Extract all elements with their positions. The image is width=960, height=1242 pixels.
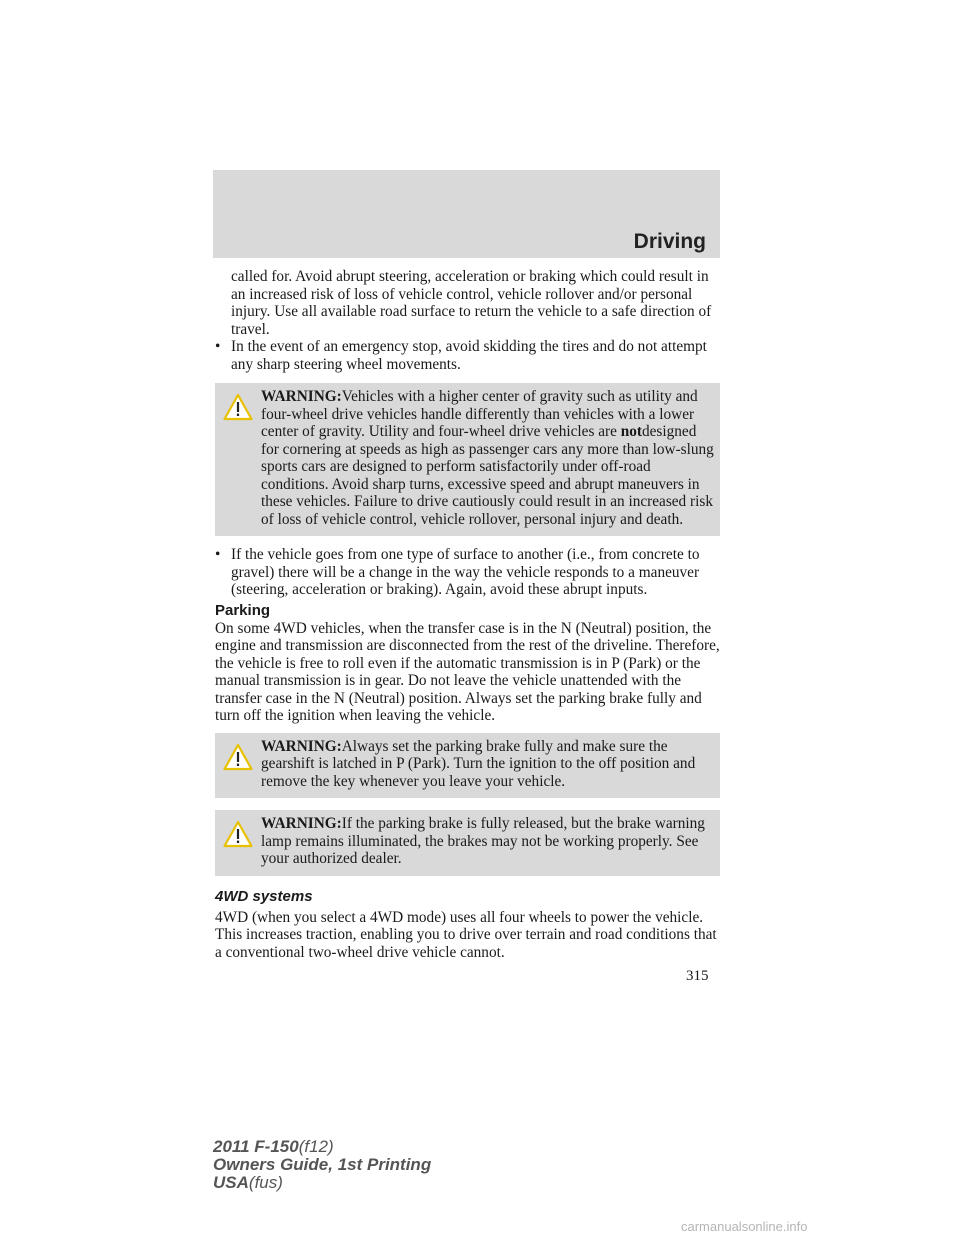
- bullet-emergency-stop: [215, 338, 720, 373]
- section-header-band: [213, 170, 720, 258]
- warning-emphasis-not: not: [620, 423, 642, 440]
- bullet-dot: •: [215, 546, 221, 563]
- warning-text-body: Always set the parking brake fully and make sure the gearshift is latched in P (Park). Turn the ignition to the off position and remove the key whenever you leave your vehicle.: [261, 737, 696, 790]
- footer-line-market: [213, 1174, 431, 1192]
- print-footer: [213, 1138, 431, 1192]
- warning-text: [220, 738, 716, 791]
- bullet-surface-change: [215, 546, 720, 599]
- warning-text-body: If the parking brake is fully released, but the brake warning lamp remains illuminated, the brakes may not be working properly. See your authorized dealer.: [261, 815, 705, 867]
- bullet-dot: •: [215, 338, 221, 355]
- section-title: Driving: [633, 230, 706, 253]
- page-content: [215, 268, 720, 961]
- footer-market-code: (fus): [248, 1173, 283, 1192]
- paragraph-4wd: 4WD (when you select a 4WD mode) uses all four wheels to power the vehicle. This increases traction, enabling you to drive over terrain and road conditions that a conventional two-wheel drive vehicle cannot.: [215, 908, 717, 961]
- warning-box-brake-lamp: [215, 810, 720, 876]
- footer-model-code: (f12): [298, 1137, 334, 1156]
- warning-text: [220, 815, 716, 868]
- page-number: 315: [686, 968, 709, 984]
- watermark-link[interactable]: carmanualsonline.info: [681, 1219, 808, 1234]
- warning-triangle-icon: [223, 820, 253, 848]
- paragraph-parking: On some 4WD vehicles, when the transfer case is in the N (Neutral) position, the engine and transmission are disconnected from the rest of the driveline. Therefore, the vehicle is free to roll even if the automatic transmission is in P (Park) or the manual transmission is in gear. Do not leave the vehicle unattended with the transfer case in the N (Neutral) position. Always set the parking brake fully and turn off the ignition when leaving the vehicle.: [215, 619, 720, 724]
- warning-triangle-icon: [223, 393, 253, 421]
- warning-label: WARNING:: [261, 815, 342, 832]
- footer-line-model: [213, 1138, 431, 1156]
- bullet-text: In the event of an emergency stop, avoid skidding the tires and do not attempt any sharp steering wheel movements.: [231, 338, 707, 373]
- warning-label: WARNING:: [261, 388, 342, 405]
- footer-market: USA: [213, 1173, 249, 1192]
- paragraph-continued: called for. Avoid abrupt steering, acceleration or braking which could result in an increased risk of loss of vehicle control, vehicle rollover and/or personal injury. Use all available road surface to return the vehicle to a safe direction of travel.: [231, 268, 712, 338]
- footer-model: 2011 F-150: [213, 1137, 299, 1156]
- warning-text-part2: designed for cornering at speeds as high as passenger cars any more than low-slung sports cars are designed to perform satisfactorily under off-road conditions. Avoid sharp turns, excessive speed and abrupt maneuvers in these vehicles. Failure to drive cautiously could result in an increased risk of loss of vehicle control, vehicle rollover, personal injury and death.: [261, 423, 714, 528]
- bullet-text: If the vehicle goes from one type of surface to another (i.e., from concrete to gravel) there will be a change in the way the vehicle responds to a maneuver (steering, acceleration or braking). Again, avoid these abrupt inputs.: [231, 546, 700, 598]
- warning-text: [220, 388, 716, 528]
- warning-triangle-icon: [223, 743, 253, 771]
- warning-label: WARNING:: [261, 737, 342, 755]
- heading-parking: Parking: [215, 601, 271, 619]
- heading-4wd-systems: 4WD systems: [215, 887, 313, 905]
- warning-box-parking-brake: [215, 733, 720, 799]
- footer-line-guide: Owners Guide, 1st Printing: [213, 1155, 432, 1174]
- warning-box-center-of-gravity: [215, 383, 720, 536]
- warning-text-part1: Vehicles with a higher center of gravity such as utility and four-wheel drive vehicles handle differently than vehicles with a lower center of gravity. Utility and four-wheel drive vehicles are: [261, 388, 698, 440]
